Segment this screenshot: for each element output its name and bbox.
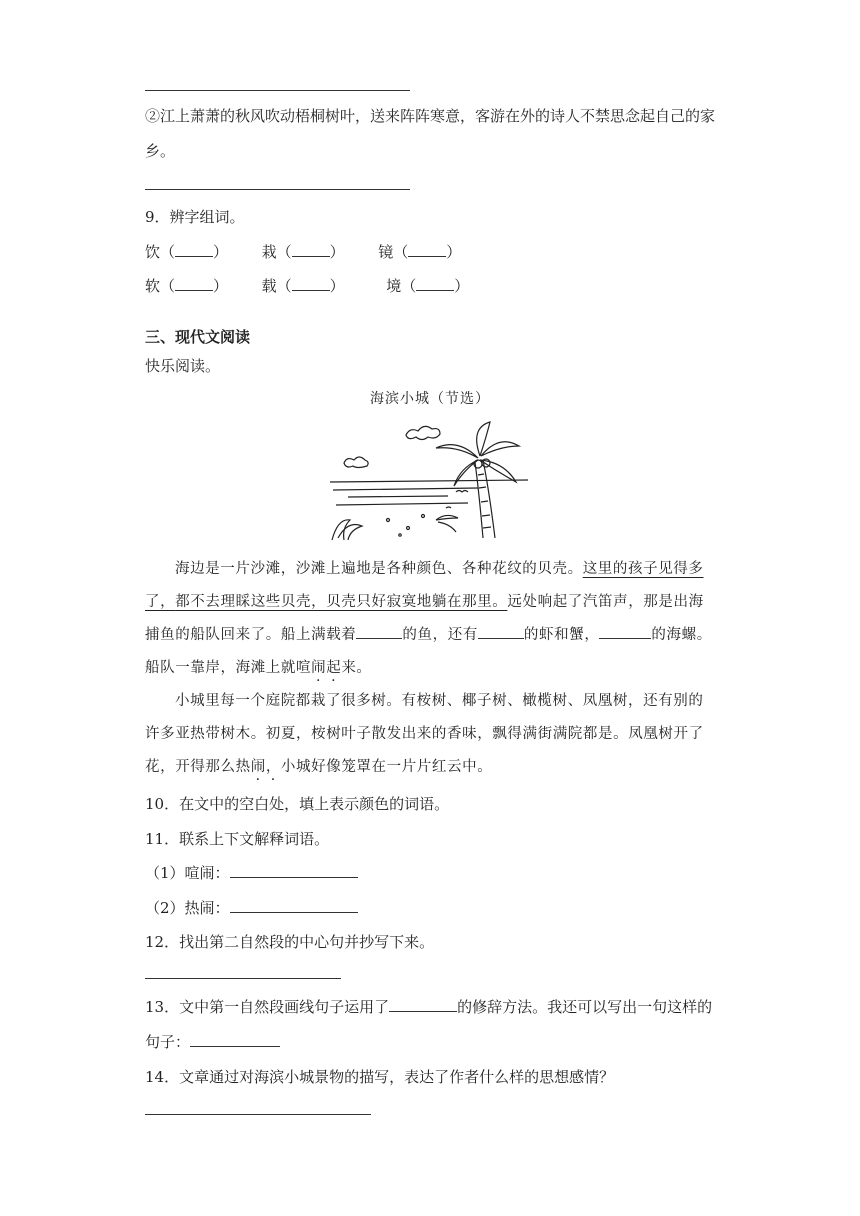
answer-blank[interactable] (190, 1032, 280, 1047)
word-blank[interactable] (408, 242, 446, 257)
passage-paragraph-1: 海边是一片沙滩，沙滩上遍地是各种颜色、各种花纹的贝壳。这里的孩子见得多了，都不去理睬这些贝壳，贝壳只好寂寞地躺在那里。远处响起了汽笛声，那是出海捕鱼的船队回来了。船上满载着 的鱼，还有 的虾和蟹， 的海螺。船队一靠岸，海滩上就喧闹起来。 (145, 561, 712, 676)
passage-paragraph-2: 小城里每一个庭院都栽了很多树。有桉树、椰子树、橄榄树、凤凰树，还有别的许多亚热带树木。初夏，桉树叶子散发出来的香味，飘得满街满院都是。凤凰树开了花，开得那么热闹，小城好像笼罩在一片片红云中。 (145, 693, 704, 775)
word-blank[interactable] (175, 276, 213, 291)
color-blank-2[interactable] (478, 624, 524, 639)
q10: 10．在文中的空白处，填上表示颜色的词语。 (145, 795, 450, 813)
dotted-char: 热 (235, 759, 251, 775)
q11-1: （1）喧闹： (145, 862, 358, 883)
answer-blank[interactable] (230, 898, 358, 913)
char-5: 载 (261, 277, 277, 295)
q8-item-2: ②江上萧萧的秋风吹动梧桐树叶，送来阵阵寒意，客游在外的诗人不禁思念起自己的家 (145, 107, 716, 125)
section-intro: 快乐阅读。 (145, 357, 221, 375)
word-blank[interactable] (416, 276, 454, 291)
dotted-char: 闹 (250, 759, 266, 775)
answer-line[interactable] (145, 1114, 371, 1115)
answer-line[interactable] (145, 978, 341, 979)
char-1: 饮 (145, 243, 161, 261)
word-blank[interactable] (292, 242, 330, 257)
beach-illustration (328, 420, 533, 545)
q13: 13．文中第一自然段画线句子运用了 的修辞方法。我还可以写出一句这样的 (145, 998, 713, 1016)
underlined-sentence: 这里的孩子见得多了， (145, 561, 704, 610)
answer-blank[interactable] (230, 863, 358, 878)
q9-row-2: 软（ ） 载（ ） 境（ ） (145, 277, 470, 295)
q9-row-1: 饮（ ） 栽（ ） 镜（ ） (145, 243, 462, 261)
q12: 12．找出第二自然段的中心句并抄写下来。 (145, 933, 435, 951)
answer-blank[interactable] (389, 997, 457, 1012)
q14: 14．文章通过对海滨小城景物的描写，表达了作者什么样的思想感情？ (145, 1068, 615, 1086)
passage-title: 海滨小城（节选） (370, 391, 490, 407)
dotted-char: 喧 (296, 660, 312, 676)
char-6: 境 (386, 277, 402, 295)
color-blank-1[interactable] (356, 624, 402, 639)
answer-line[interactable] (145, 189, 410, 190)
char-3: 镜 (378, 243, 394, 261)
q11-2: （2）热闹： (145, 897, 358, 918)
q13-cont: 句子： (145, 1031, 280, 1052)
q11: 11．联系上下文解释词语。 (145, 830, 330, 848)
char-2: 栽 (261, 243, 277, 261)
q8-item-2-cont: 乡。 (145, 142, 176, 160)
char-4: 软 (145, 277, 161, 295)
underlined-sentence: 都不去理睬这些贝壳，贝壳只好寂寞地躺在那里。 (175, 594, 508, 610)
dotted-char: 闹 (311, 660, 327, 676)
color-blank-3[interactable] (599, 624, 651, 639)
section-heading: 三、现代文阅读 (145, 328, 251, 346)
q9-title: 9．辨字组词。 (145, 208, 245, 226)
word-blank[interactable] (175, 242, 213, 257)
word-blank[interactable] (292, 276, 330, 291)
answer-line[interactable] (145, 90, 410, 91)
